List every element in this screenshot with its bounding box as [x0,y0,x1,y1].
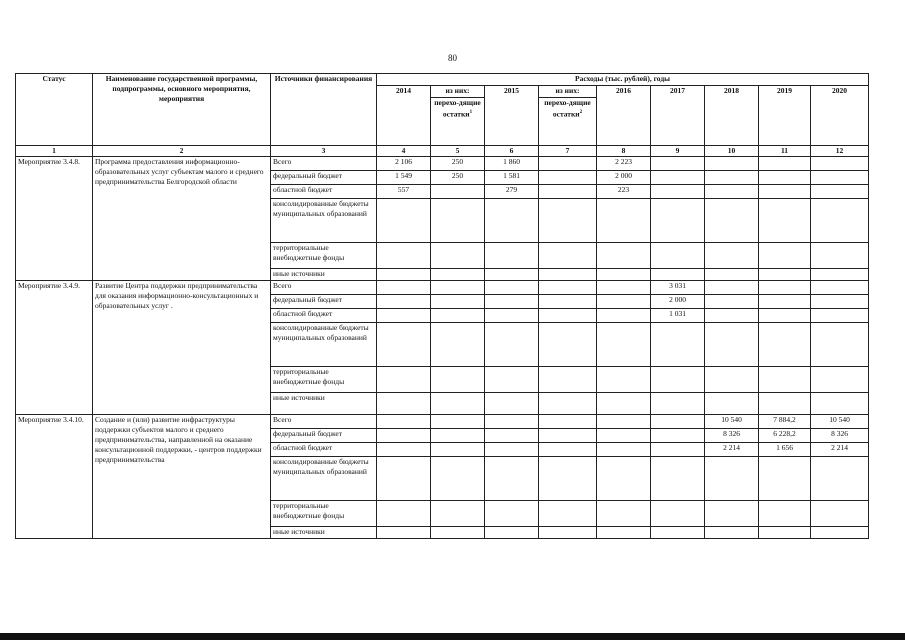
funding-source: Всего [271,157,377,171]
amount-cell [539,457,597,501]
header-2018: 2018 [705,86,759,146]
amount-cell [431,323,485,367]
amount-cell [377,309,431,323]
funding-source: федеральный бюджет [271,429,377,443]
amount-cell: 1 656 [759,443,811,457]
amount-cell [705,199,759,243]
activity-name: Программа предоставления информационно-образовательных услуг субъектам малого и среднего предпринимательства Белгородской области [93,157,271,281]
column-number: 9 [651,146,705,157]
column-number: 2 [93,146,271,157]
amount-cell [431,269,485,281]
amount-cell [811,367,869,393]
amount-cell [485,367,539,393]
amount-cell [651,527,705,539]
amount-cell [759,269,811,281]
column-number: 11 [759,146,811,157]
header-2020: 2020 [811,86,869,146]
funding-source: территориальные внебюджетные фонды [271,367,377,393]
amount-cell [377,527,431,539]
amount-cell [811,171,869,185]
activity-status: Мероприятие 3.4.10. [16,415,93,539]
budget-table [15,73,869,539]
amount-cell [539,281,597,295]
header-carryover-1: перехо-дящие остатки$^1$ [431,98,485,146]
amount-cell [705,269,759,281]
amount-cell [377,269,431,281]
amount-cell [811,393,869,415]
amount-cell [759,295,811,309]
amount-cell: 2 000 [651,295,705,309]
header-2019: 2019 [759,86,811,146]
amount-cell [539,243,597,269]
amount-cell [539,295,597,309]
amount-cell [759,157,811,171]
amount-cell [811,157,869,171]
amount-cell [811,501,869,527]
amount-cell [811,309,869,323]
header-expenses: Расходы (тыс. рублей), годы [377,74,869,86]
amount-cell: 1 581 [485,171,539,185]
amount-cell [431,295,485,309]
amount-cell [651,323,705,367]
funding-source: областной бюджет [271,443,377,457]
amount-cell: 250 [431,171,485,185]
amount-cell [485,295,539,309]
amount-cell [651,457,705,501]
amount-cell [705,309,759,323]
amount-cell [705,171,759,185]
amount-cell [705,527,759,539]
amount-cell [485,309,539,323]
amount-cell: 8 326 [705,429,759,443]
amount-cell [811,457,869,501]
amount-cell [485,393,539,415]
amount-cell [597,415,651,429]
amount-cell [485,243,539,269]
amount-cell: 7 884,2 [759,415,811,429]
amount-cell: 1 031 [651,309,705,323]
funding-source: Всего [271,415,377,429]
header-of-them-2: из них: [539,86,597,98]
amount-cell [597,309,651,323]
amount-cell [539,527,597,539]
amount-cell [811,527,869,539]
activity-name: Развитие Центра поддержки предпринимательства для оказания информационно-консультационных и образовательных услуг . [93,281,271,415]
amount-cell: 3 031 [651,281,705,295]
amount-cell [597,457,651,501]
amount-cell [431,457,485,501]
amount-cell [811,185,869,199]
amount-cell [539,429,597,443]
header-sources: Источники финансирования [271,74,377,146]
amount-cell [431,443,485,457]
amount-cell: 2 000 [597,171,651,185]
amount-cell [539,393,597,415]
amount-cell [811,295,869,309]
amount-cell [759,527,811,539]
funding-source: иные источники [271,393,377,415]
column-number: 5 [431,146,485,157]
amount-cell [485,527,539,539]
funding-source: областной бюджет [271,185,377,199]
amount-cell [759,281,811,295]
amount-cell [705,185,759,199]
header-status: Статус [16,74,93,146]
amount-cell [539,367,597,393]
amount-cell [705,501,759,527]
funding-source: Всего [271,281,377,295]
funding-source: консолидированные бюджеты муниципальных образований [271,323,377,367]
funding-source: федеральный бюджет [271,295,377,309]
amount-cell [431,243,485,269]
funding-source: иные источники [271,269,377,281]
amount-cell [539,501,597,527]
amount-cell [811,199,869,243]
amount-cell [597,527,651,539]
table-row [16,281,869,295]
amount-cell [651,501,705,527]
amount-cell [377,429,431,443]
funding-source: иные источники [271,527,377,539]
amount-cell [651,429,705,443]
header-of-them-1: из них: [431,86,485,98]
amount-cell [597,393,651,415]
amount-cell [431,393,485,415]
amount-cell [377,393,431,415]
amount-cell: 1 860 [485,157,539,171]
amount-cell: 2 106 [377,157,431,171]
funding-source: консолидированные бюджеты муниципальных образований [271,199,377,243]
funding-source: консолидированные бюджеты муниципальных образований [271,457,377,501]
amount-cell [705,281,759,295]
amount-cell: 223 [597,185,651,199]
amount-cell [485,415,539,429]
header-carryover-2: перехо-дящие остатки$^2$ [539,98,597,146]
amount-cell [431,429,485,443]
funding-source: территориальные внебюджетные фонды [271,501,377,527]
activity-name: Создание и (или) развитие инфраструктуры поддержки субъектов малого и среднего предпринимательства, направленной на оказание консультационной поддержки, - центров поддержки предпринимательства [93,415,271,539]
amount-cell [377,457,431,501]
amount-cell: 6 228,2 [759,429,811,443]
amount-cell: 8 326 [811,429,869,443]
amount-cell [705,295,759,309]
amount-cell [431,199,485,243]
amount-cell [651,171,705,185]
activity-status: Мероприятие 3.4.8. [16,157,93,281]
column-number: 4 [377,146,431,157]
amount-cell [651,393,705,415]
amount-cell: 2 214 [705,443,759,457]
column-number: 7 [539,146,597,157]
header-2015: 2015 [485,86,539,146]
amount-cell [705,457,759,501]
amount-cell [485,199,539,243]
amount-cell [597,281,651,295]
amount-cell [485,281,539,295]
amount-cell [377,501,431,527]
amount-cell [539,415,597,429]
amount-cell [759,185,811,199]
amount-cell [705,367,759,393]
amount-cell [651,185,705,199]
amount-cell: 250 [431,157,485,171]
amount-cell [759,199,811,243]
amount-cell [759,309,811,323]
header-2016: 2016 [597,86,651,146]
funding-source: областной бюджет [271,309,377,323]
amount-cell [539,309,597,323]
amount-cell [759,323,811,367]
amount-cell [651,367,705,393]
amount-cell [759,457,811,501]
amount-cell [431,415,485,429]
amount-cell [431,309,485,323]
amount-cell [597,429,651,443]
amount-cell: 10 540 [811,415,869,429]
amount-cell: 557 [377,185,431,199]
amount-cell [811,323,869,367]
amount-cell [485,457,539,501]
amount-cell [539,185,597,199]
amount-cell [377,199,431,243]
amount-cell [759,243,811,269]
amount-cell [377,443,431,457]
header-2014: 2014 [377,86,431,146]
amount-cell [485,269,539,281]
amount-cell: 2 223 [597,157,651,171]
activity-status: Мероприятие 3.4.9. [16,281,93,415]
column-number: 12 [811,146,869,157]
table-row [16,157,869,171]
funding-source: федеральный бюджет [271,171,377,185]
amount-cell [597,323,651,367]
amount-cell [651,243,705,269]
amount-cell [705,393,759,415]
column-number: 3 [271,146,377,157]
amount-cell [597,367,651,393]
amount-cell [597,295,651,309]
amount-cell [759,367,811,393]
amount-cell [759,393,811,415]
amount-cell [597,269,651,281]
amount-cell [485,323,539,367]
amount-cell [651,269,705,281]
amount-cell [377,281,431,295]
amount-cell [539,157,597,171]
amount-cell [651,443,705,457]
amount-cell [597,199,651,243]
amount-cell [811,243,869,269]
amount-cell [705,323,759,367]
amount-cell [597,243,651,269]
column-number: 6 [485,146,539,157]
amount-cell: 2 214 [811,443,869,457]
amount-cell [811,269,869,281]
amount-cell [431,501,485,527]
amount-cell [431,527,485,539]
amount-cell: 10 540 [705,415,759,429]
amount-cell [377,295,431,309]
amount-cell [377,415,431,429]
amount-cell [759,501,811,527]
amount-cell: 1 549 [377,171,431,185]
header-name: Наименование государственной программы, подпрограммы, основного мероприятия, мероприятия [93,74,271,146]
amount-cell [485,501,539,527]
amount-cell [539,269,597,281]
funding-source: территориальные внебюджетные фонды [271,243,377,269]
header-2017: 2017 [651,86,705,146]
amount-cell [377,367,431,393]
amount-cell [431,281,485,295]
amount-cell [705,243,759,269]
table-row [16,415,869,429]
amount-cell [759,171,811,185]
amount-cell [377,323,431,367]
amount-cell [485,443,539,457]
amount-cell [811,281,869,295]
amount-cell [539,443,597,457]
amount-cell [485,429,539,443]
amount-cell [597,443,651,457]
amount-cell [539,323,597,367]
page-number: 80 [448,53,457,63]
column-number: 8 [597,146,651,157]
amount-cell [651,157,705,171]
amount-cell [597,501,651,527]
amount-cell [705,157,759,171]
amount-cell [651,199,705,243]
column-number: 10 [705,146,759,157]
scan-border [0,633,905,640]
amount-cell [377,243,431,269]
amount-cell [651,415,705,429]
amount-cell [431,367,485,393]
column-number: 1 [16,146,93,157]
amount-cell: 279 [485,185,539,199]
amount-cell [539,171,597,185]
amount-cell [431,185,485,199]
amount-cell [539,199,597,243]
